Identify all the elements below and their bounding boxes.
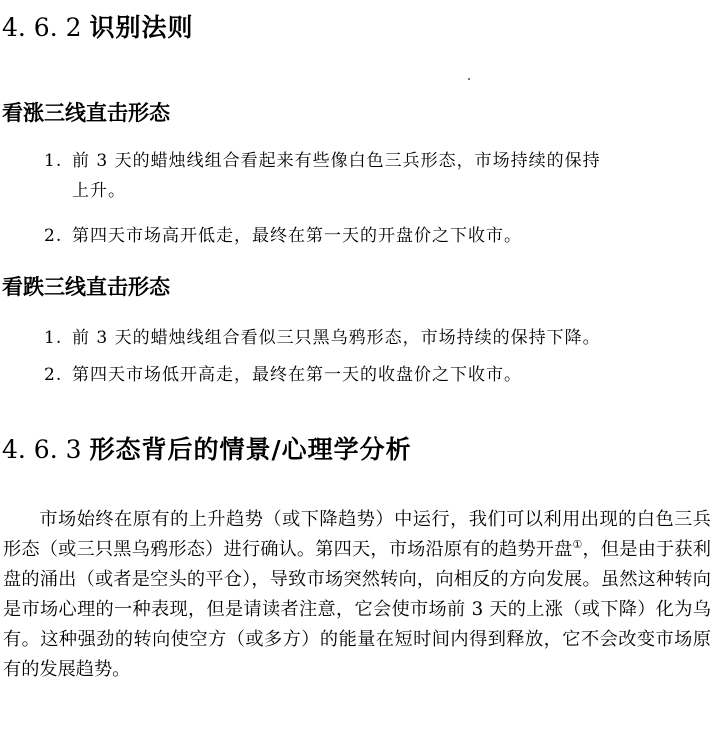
item-text: 前 3 天的蜡烛线组合看似三只黑乌鸦形态，市场持续的保持下降。 <box>72 328 601 348</box>
item-text: 前 3 天的蜡烛线组合看起来有些像白色三兵形态，市场持续的保持 <box>72 151 601 171</box>
bullish-item-1 <box>44 146 710 206</box>
item-number: 2. <box>44 226 63 246</box>
section-heading-4-6-3 <box>2 430 412 466</box>
item-text: 第四天市场高开低走，最终在第一天的开盘价之下收市。 <box>72 226 522 246</box>
item-text-continued: 上升。 <box>72 181 126 201</box>
bearish-heading: 看跌三线直击形态 <box>2 275 170 299</box>
paragraph-text-continued: ，但是由于获利盘的涌出（或者是空头的平仓），导致市场突然转向，向相反的方向发展。虽然这种转向是市场心理的一种表现，但是请读者注意，它会使市场前 3 天的上涨（或下降）化为乌有。这种强劲的转向使空方（或多方）的能量在短时间内得到释放，它不会改变市场原有的发展趋势。 <box>3 539 711 680</box>
section-number: 4. 6. 2 <box>2 13 82 42</box>
section-title: 识别法则 <box>89 13 194 42</box>
bearish-item-2 <box>44 360 710 390</box>
item-number: 1. <box>44 328 63 348</box>
section-title: 形态背后的情景/心理学分析 <box>89 435 412 464</box>
scan-speck <box>468 78 470 80</box>
item-number: 2. <box>44 365 63 385</box>
footnote-marker[interactable]: ① <box>572 537 583 551</box>
paragraph-text: 市场始终在原有的上升趋势（或下降趋势）中运行，我们可以利用出现的白色三兵形态（或三只黑乌鸦形态）进行确认。第四天，市场沿原有的趋势开盘 <box>3 509 711 560</box>
section-heading-4-6-2 <box>2 8 194 44</box>
item-number: 1. <box>44 151 63 171</box>
section-number: 4. 6. 3 <box>2 435 82 464</box>
item-text: 第四天市场低开高走，最终在第一天的收盘价之下收市。 <box>72 365 522 385</box>
analysis-paragraph <box>3 505 711 685</box>
bullish-heading: 看涨三线直击形态 <box>2 101 170 125</box>
bullish-item-2 <box>44 221 710 251</box>
bearish-item-1 <box>44 323 710 353</box>
